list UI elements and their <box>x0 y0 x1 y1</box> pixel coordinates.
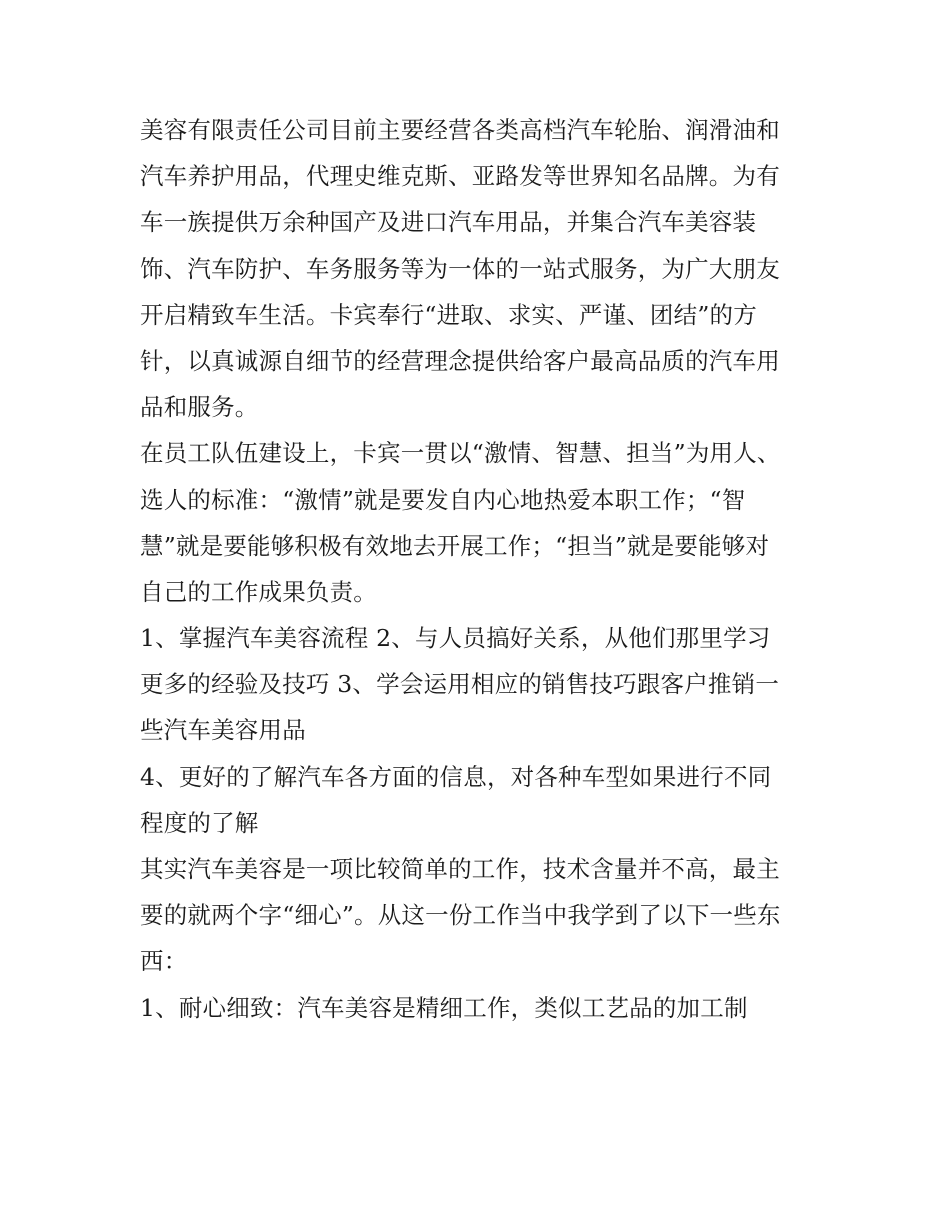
text-line: 程度的了解 <box>140 808 259 837</box>
text-line: 美容有限责任公司目前主要经营各类高档汽车轮胎、润滑油和 <box>140 116 780 144</box>
text-line: 汽车养护用品，代理史维克斯、亚路发等世界知名品牌。为有 <box>140 162 780 191</box>
text-line: 选人的标准：“激情”就是要发自内心地热爱本职工作；“智 <box>140 485 746 514</box>
text-line: 西： <box>140 947 188 976</box>
text-line: 开启精致车生活。卡宾奉行“进取、求实、严谨、团结”的方 <box>140 300 757 329</box>
text-line: 在员工队伍建设上，卡宾一贯以“激情、智慧、担当”为用人、 <box>140 439 781 468</box>
text-line: 要的就两个字“细心”。从这一份工作当中我学到了以下一些东 <box>140 901 781 930</box>
text-line: 其实汽车美容是一项比较简单的工作，技术含量并不高，最主 <box>140 855 780 883</box>
text-line: 针，以真诚源自细节的经营理念提供给客户最高品质的汽车用 <box>140 346 780 375</box>
text-line: 1、耐心细致：汽车美容是精细工作，类似工艺品的加工制 <box>140 993 748 1022</box>
text-line: 些汽车美容用品 <box>140 716 306 745</box>
text-line: 车一族提供万余种国产及进口汽车用品，并集合汽车美容装 <box>140 208 757 237</box>
text-line: 更多的经验及技巧 3、学会运用相应的销售技巧跟客户推销一 <box>140 670 780 699</box>
text-line: 慧”就是要能够积极有效地去开展工作；“担当”就是要能够对 <box>140 531 770 560</box>
text-line: 饰、汽车防护、车务服务等为一体的一站式服务，为广大朋友 <box>140 254 780 283</box>
text-line: 自己的工作成果负责。 <box>140 577 377 606</box>
text-line: 1、掌握汽车美容流程 2、与人员搞好关系，从他们那里学习 <box>140 624 771 653</box>
text-line: 品和服务。 <box>140 393 259 422</box>
body-text <box>140 107 830 1031</box>
text-line: 4、更好的了解汽车各方面的信息，对各种车型如果进行不同 <box>140 762 772 791</box>
